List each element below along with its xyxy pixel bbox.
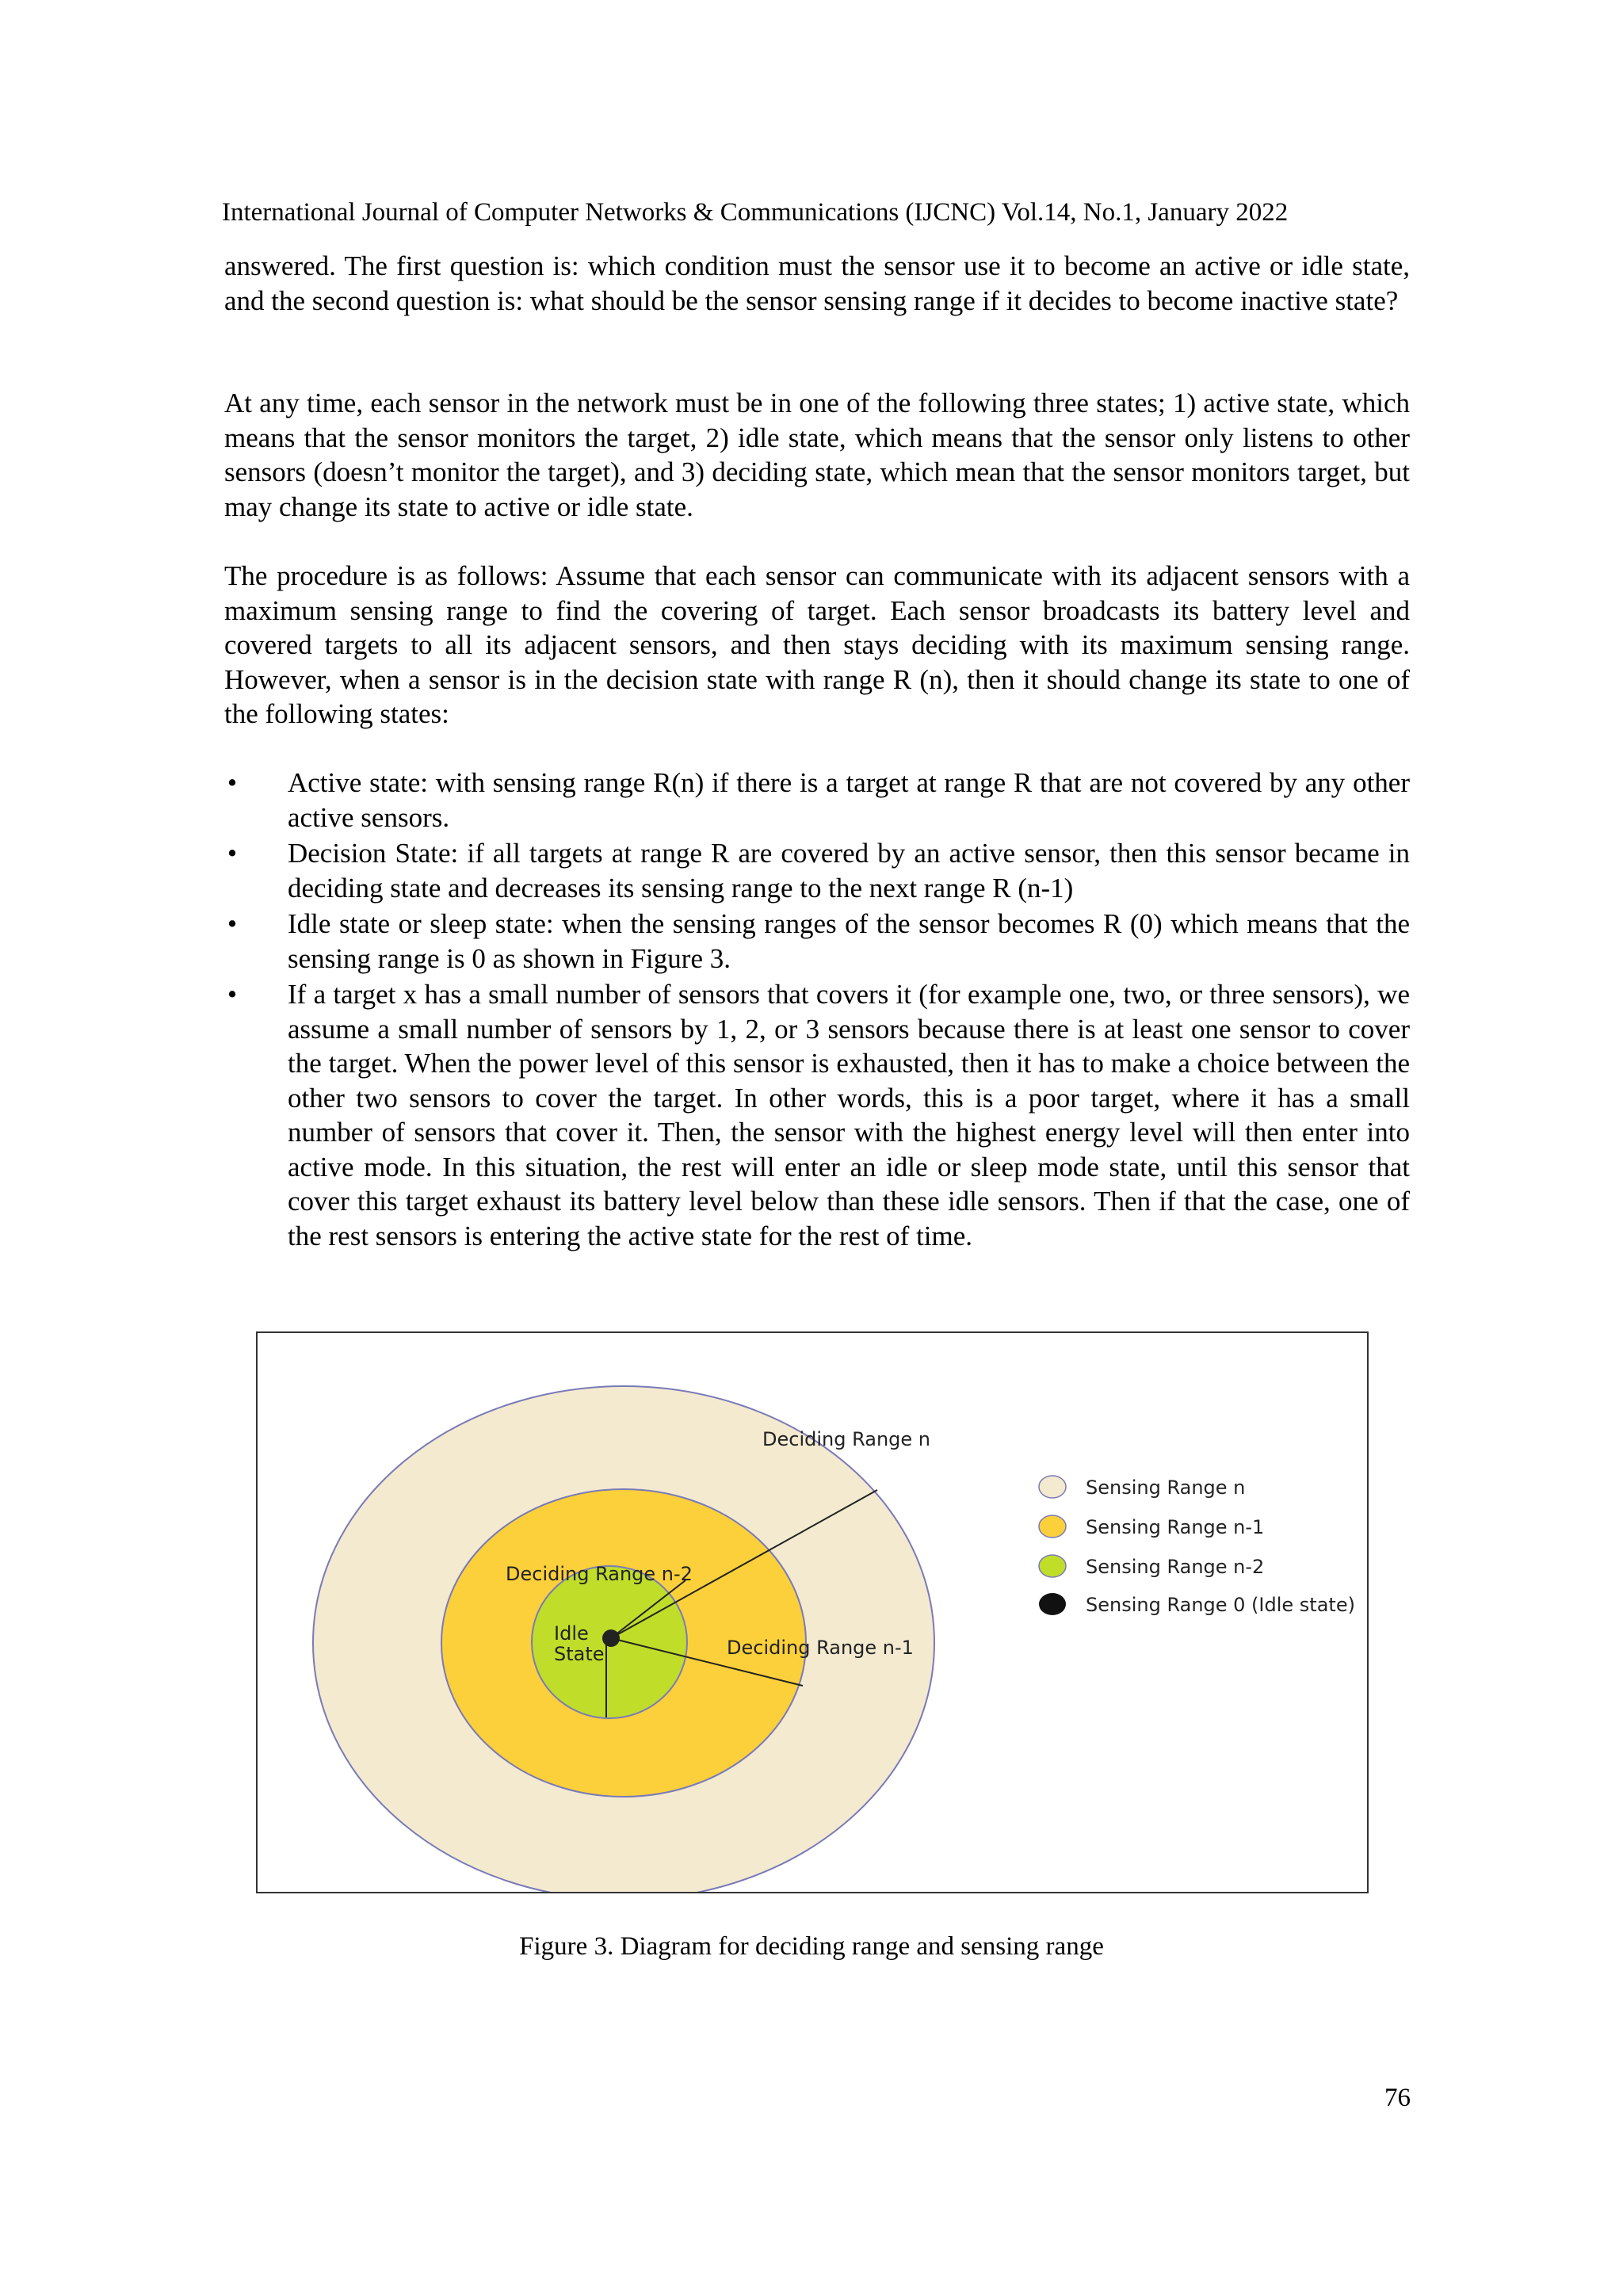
bullet-icon: • xyxy=(227,979,238,1010)
idle-state-center-dot xyxy=(602,1629,620,1647)
legend-label-sensing-range-0: Sensing Range 0 (Idle state) xyxy=(1086,1594,1355,1616)
bullet-item-decision-state: • Decision State: if all targets at range R are covered by an active sensor, then this sensor became in deciding state and decreases its sensing range to the next range R (n-1) xyxy=(224,836,1410,905)
figure-3-frame xyxy=(256,1331,1369,1893)
legend-label-sensing-range-n1: Sensing Range n-1 xyxy=(1086,1516,1265,1538)
bullet-item-poor-target: • If a target x has a small number of sensors that covers it (for example one, two, or three sensors), we assume a small number of sensors by 1, 2, or 3 sensors because there is at least one sensor to cover the target. When the power level of this sensor is exhausted, then it has to make a choice between the other two sensors to cover the target. In other words, this is a poor target, where it has a small number of sensors that cover it. Then, the sensor with the highest energy level will then enter into active mode. In this situation, the rest will enter an idle or sleep mode state, until this sensor that cover this target exhaust its battery level below than these idle sensors. Then if that the case, one of the rest sensors is entering the active state for the rest of time. xyxy=(224,977,1410,1253)
range-diagram xyxy=(258,1333,1367,1892)
legend-swatch-sensing-range-n1 xyxy=(1039,1515,1066,1538)
bullet-icon: • xyxy=(227,838,238,869)
bullet-item-idle-state: • Idle state or sleep state: when the sensing ranges of the sensor becomes R (0) which means that the sensing range is 0 as shown in Figure 3. xyxy=(224,907,1410,976)
paragraph-2: At any time, each sensor in the network must be in one of the following three states; 1) active state, which means that the sensor monitors the target, 2) idle state, which means that the sensor only listens to other sensors (doesn’t monitor the target), and 3) deciding state, which mean that the sensor monitors target, but may change its state to active or idle state. xyxy=(224,388,1410,522)
legend-label-sensing-range-n2: Sensing Range n-2 xyxy=(1086,1556,1265,1578)
legend-swatch-sensing-range-n xyxy=(1039,1476,1066,1498)
label-deciding-range-n: Deciding Range n xyxy=(762,1428,930,1450)
label-deciding-range-n1: Deciding Range n-1 xyxy=(727,1637,914,1659)
state-bullet-list xyxy=(224,766,1410,1255)
label-idle: Idle xyxy=(554,1622,589,1645)
figure-caption: Figure 3. Diagram for deciding range and sensing range xyxy=(519,1932,1104,1961)
bullet-item-active-state: • Active state: with sensing range R(n) if there is a target at range R that are not covered by any other active sensors. xyxy=(224,766,1410,835)
running-header: International Journal of Computer Networks & Communications (IJCNC) Vol.14, No.1, January 2022 xyxy=(222,198,1289,227)
paragraph-3: The procedure is as follows: Assume that each sensor can communicate with its adjacent sensors with a maximum sensing range to find the covering of target. Each sensor broadcasts its battery level and covered targets to all its adjacent sensors, and then stays deciding with its maximum sensing range. However, when a sensor is in the decision state with range R (n), then it should change its state to one of the following states: xyxy=(224,560,1410,729)
legend-label-sensing-range-n: Sensing Range n xyxy=(1086,1477,1246,1499)
label-deciding-range-n2: Deciding Range n-2 xyxy=(506,1563,693,1585)
legend-swatch-sensing-range-0 xyxy=(1039,1593,1066,1615)
bullet-icon: • xyxy=(227,908,238,939)
bullet-icon: • xyxy=(227,767,238,798)
legend xyxy=(1039,1476,1355,1616)
label-state: State xyxy=(554,1643,605,1665)
paragraph-1: answered. The first question is: which condition must the sensor use it to become an active or idle state, and the second question is: what should be the sensor sensing range if it decides to become inactive state? xyxy=(224,250,1410,316)
legend-swatch-sensing-range-n2 xyxy=(1039,1555,1066,1577)
page-number: 76 xyxy=(1384,2084,1411,2112)
